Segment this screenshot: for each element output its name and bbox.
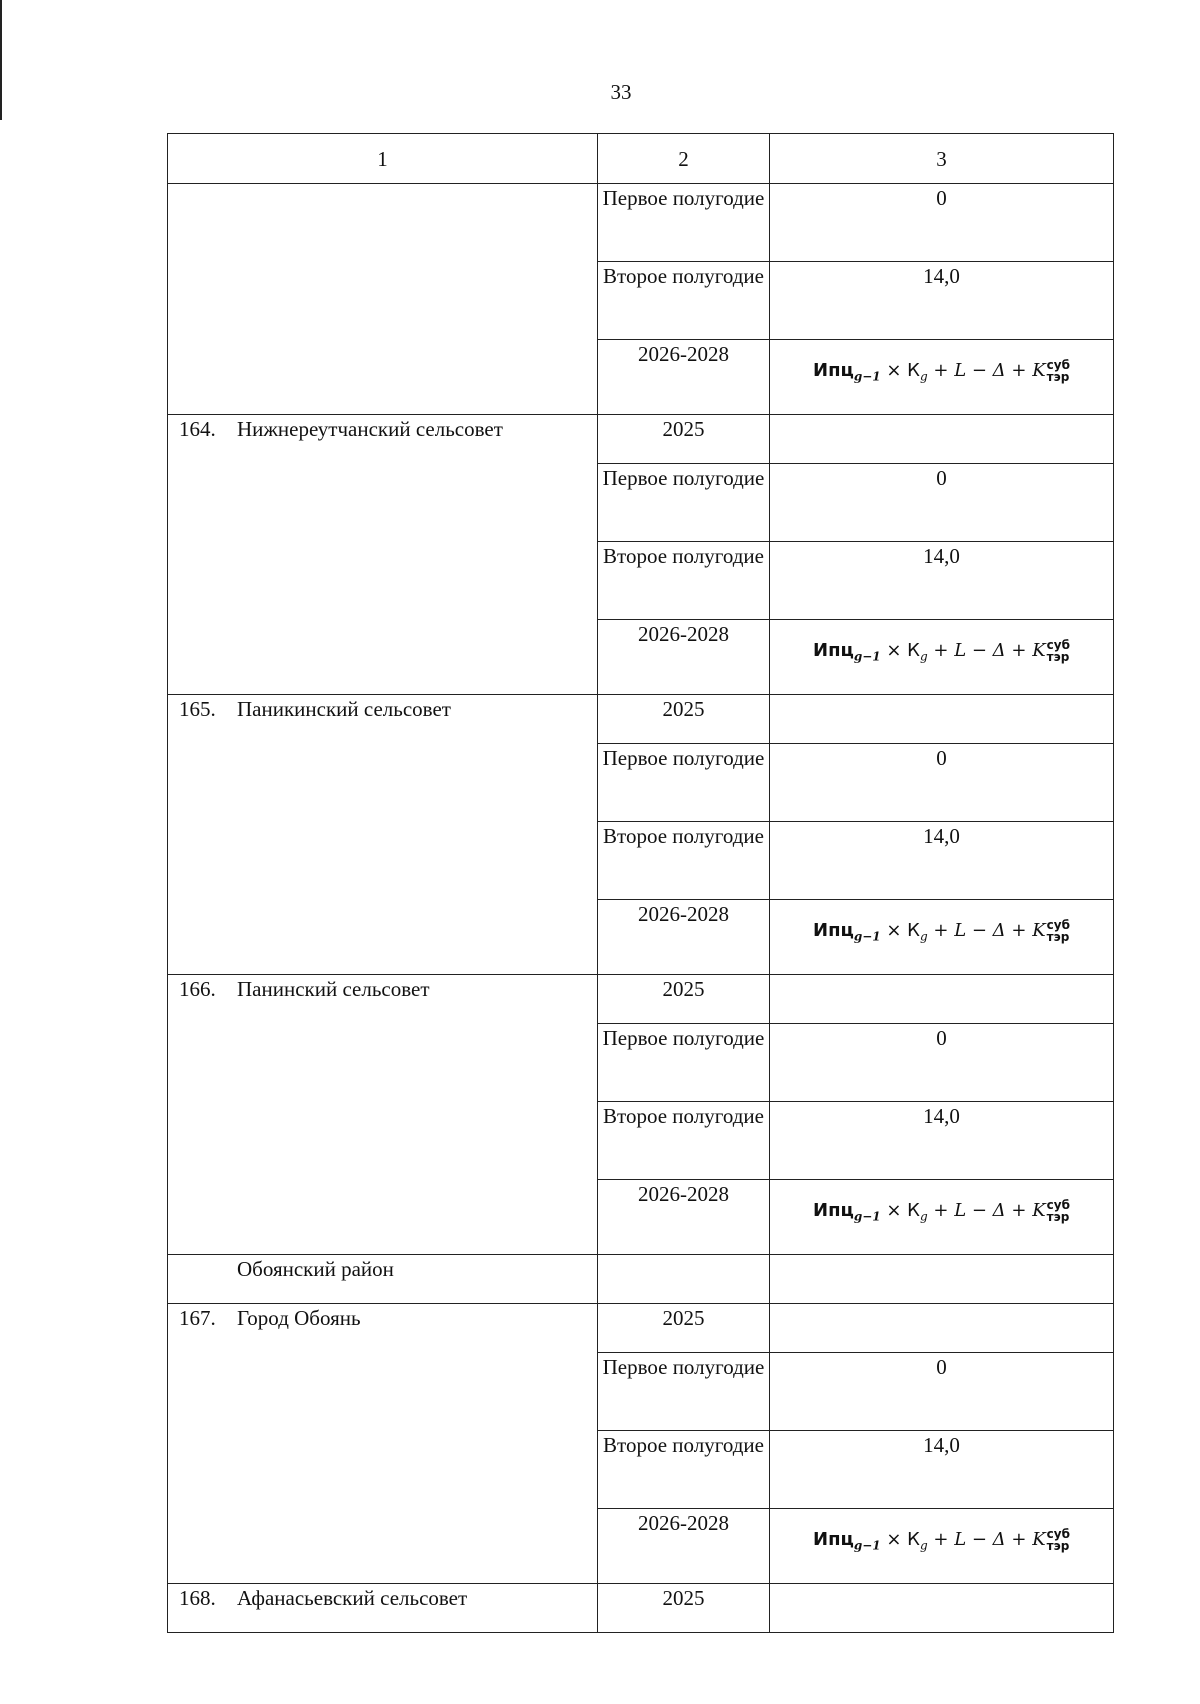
header-col3: 3: [770, 134, 1114, 184]
formula: $Ипц_{g-1} \times К_g + L - \Delta + K$ суб тэр: [813, 638, 1070, 664]
entity-number: 164.: [179, 417, 216, 441]
header-col2: 2: [598, 134, 770, 184]
table-row: [168, 1304, 1114, 1353]
value-cell: 0: [770, 744, 1114, 822]
value-cell: [770, 1180, 1114, 1255]
value-cell: 14,0: [770, 262, 1114, 340]
value-cell: 14,0: [770, 1431, 1114, 1509]
entity-cell: [168, 415, 598, 695]
period-cell: 2025: [598, 975, 770, 1024]
value-cell: [770, 975, 1114, 1024]
period-cell: [598, 1255, 770, 1304]
entity-cell: [168, 695, 598, 975]
period-cell: 2025: [598, 695, 770, 744]
formula: $Ипц_{g-1} \times К_g + L - \Delta + K$ суб тэр: [813, 918, 1070, 944]
value-cell: 0: [770, 1353, 1114, 1431]
entity-name: Афанасьевский сельсовет: [237, 1586, 468, 1610]
page-number: 33: [610, 80, 632, 104]
period-cell: 2026-2028: [598, 900, 770, 975]
entity-number: 165.: [179, 697, 216, 721]
period-cell: Второе полугодие: [598, 542, 770, 620]
value-cell: 0: [770, 184, 1114, 262]
period-cell: 2025: [598, 415, 770, 464]
entity-cell: [168, 1255, 598, 1304]
period-cell: 2025: [598, 1584, 770, 1633]
table-row: [168, 1584, 1114, 1633]
district-name: Обоянский район: [237, 1257, 394, 1281]
entity-number: 167.: [179, 1306, 216, 1330]
value-cell: [770, 340, 1114, 415]
value-cell: 0: [770, 1024, 1114, 1102]
table-row: [168, 695, 1114, 744]
value-cell: [770, 1304, 1114, 1353]
value-cell: 0: [770, 464, 1114, 542]
entity-number: 166.: [179, 977, 216, 1001]
table-row: [168, 184, 1114, 262]
value-cell: [770, 415, 1114, 464]
value-cell: 14,0: [770, 822, 1114, 900]
value-cell: [770, 695, 1114, 744]
value-cell: [770, 620, 1114, 695]
period-cell: Первое полугодие: [598, 184, 770, 262]
table-row: [168, 1255, 1114, 1304]
period-cell: Второе полугодие: [598, 822, 770, 900]
period-cell: Второе полугодие: [598, 262, 770, 340]
table-row: [168, 415, 1114, 464]
entity-name: Панинский сельсовет: [237, 977, 430, 1001]
period-cell: 2025: [598, 1304, 770, 1353]
value-cell: [770, 900, 1114, 975]
period-cell: 2026-2028: [598, 1180, 770, 1255]
entity-number: 168.: [179, 1586, 216, 1610]
period-cell: Первое полугодие: [598, 744, 770, 822]
data-table: [167, 133, 1114, 1633]
entity-cell: [168, 1584, 598, 1633]
header-col1: 1: [168, 134, 598, 184]
table-row: [168, 975, 1114, 1024]
value-cell: [770, 1255, 1114, 1304]
value-cell: [770, 1584, 1114, 1633]
entity-name: Город Обоянь: [237, 1306, 361, 1330]
entity-cell: [168, 975, 598, 1255]
period-cell: Первое полугодие: [598, 464, 770, 542]
formula: $Ипц_{g-1} \times К_g + L - \Delta + K$ суб тэр: [813, 1527, 1070, 1553]
period-cell: 2026-2028: [598, 620, 770, 695]
value-cell: 14,0: [770, 1102, 1114, 1180]
value-cell: 14,0: [770, 542, 1114, 620]
period-cell: 2026-2028: [598, 340, 770, 415]
table-header-row: [168, 134, 1114, 184]
entity-name: Паникинский сельсовет: [237, 697, 451, 721]
value-cell: [770, 1509, 1114, 1584]
period-cell: Первое полугодие: [598, 1353, 770, 1431]
period-cell: 2026-2028: [598, 1509, 770, 1584]
entity-cell: [168, 184, 598, 415]
entity-cell: [168, 1304, 598, 1584]
period-cell: Первое полугодие: [598, 1024, 770, 1102]
entity-name: Нижнереутчанский сельсовет: [237, 417, 503, 441]
period-cell: Второе полугодие: [598, 1431, 770, 1509]
formula: $Ипц_{g-1} \times К_g + L - \Delta + K$ суб тэр: [813, 358, 1070, 384]
period-cell: Второе полугодие: [598, 1102, 770, 1180]
formula: $Ипц_{g-1} \times К_g + L - \Delta + K$ суб тэр: [813, 1198, 1070, 1224]
